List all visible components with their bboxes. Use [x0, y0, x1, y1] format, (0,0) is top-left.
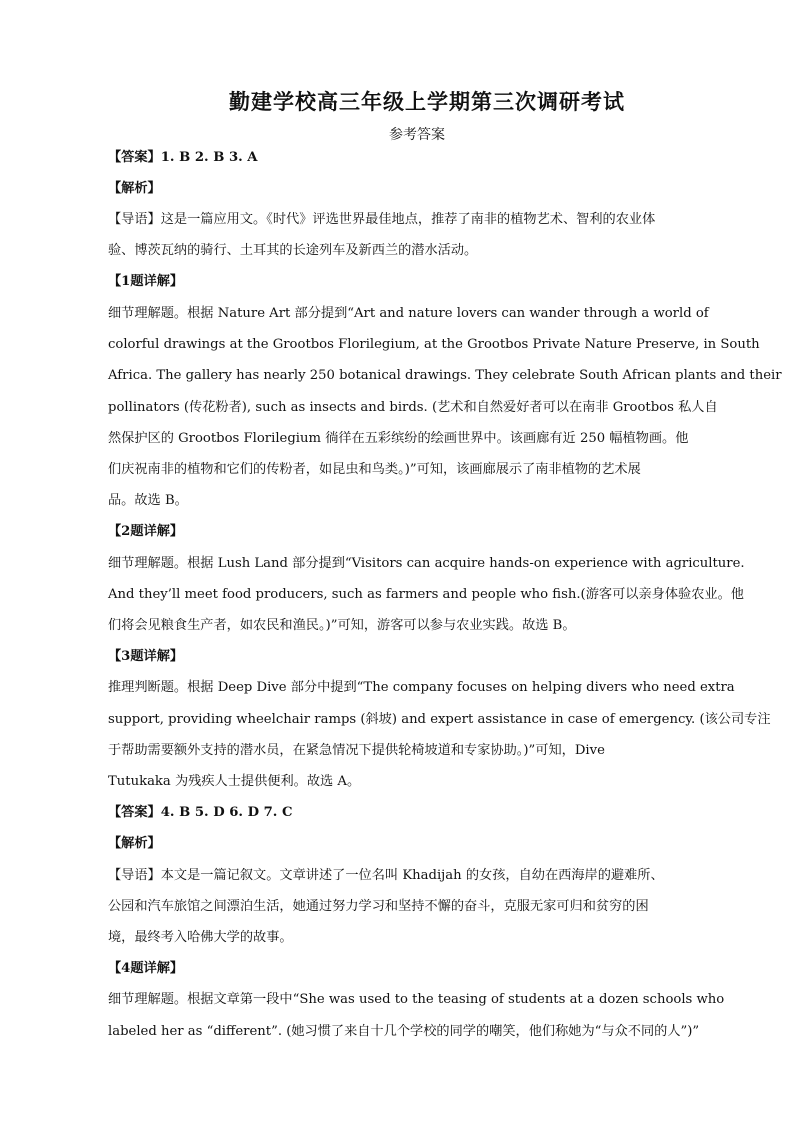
text-line: 们庆祝南非的植物和它们的传粉者，如昆虫和鸟类。)”可知，该画廊展示了南非植物的艺术展 — [108, 462, 641, 477]
text-line: colorful drawings at the Grootbos Florilegium, at the Grootbos Private Nature Preserve, in South — [108, 337, 760, 352]
question-heading-4: 【4题详解】 — [108, 961, 184, 976]
text-line: 品。故选 B。 — [108, 493, 188, 508]
text-line: And they’ll meet food producers, such as farmers and people who fish.(游客可以亲身体验农业。他 — [108, 587, 744, 602]
question-heading-3: 【3题详解】 — [108, 649, 184, 664]
text-line: 然保护区的 Grootbos Florilegium 徜徉在五彩缤纷的绘画世界中。该画廊有近 250 幅植物画。他 — [108, 431, 689, 446]
text-line: 细节理解题。根据 Lush Land 部分提到“Visitors can acquire hands-on experience with agriculture. — [108, 556, 745, 571]
text-line: 境，最终考入哈佛大学的故事。 — [108, 930, 293, 945]
intro-line: 【导语】本文是一篇记叙文。文章讲述了一位名叫 Khadijah 的女孩，自幼在西海岸的避难所、 — [108, 868, 664, 883]
text-line: Africa. The gallery has nearly 250 botanical drawings. They celebrate South African plants and their — [108, 368, 782, 383]
analysis-heading-2: 【解析】 — [108, 836, 161, 851]
question-heading-1: 【1题详解】 — [108, 274, 184, 289]
text-line: 公园和汽车旅馆之间漂泊生活，她通过努力学习和坚持不懈的奋斗，克服无家可归和贫穷的困 — [108, 899, 649, 914]
question-heading-2: 【2题详解】 — [108, 524, 184, 539]
text-line: 于帮助需要额外支持的潜水员，在紧急情况下提供轮椅坡道和专家协助。)”可知，Dive — [108, 743, 605, 758]
answer-line-1: 【答案】1. B 2. B 3. A — [108, 150, 258, 165]
page-title: 勤建学校高三年级上学期第三次调研考试 — [229, 89, 625, 114]
text-line: 细节理解题。根据文章第一段中“She was used to the teasing of students at a dozen schools who — [108, 992, 725, 1007]
text-line: support, providing wheelchair ramps (斜坡) and expert assistance in case of emergency. (该公司专注 — [108, 712, 771, 727]
text-line: Tutukaka 为残疾人士提供便利。故选 A。 — [108, 774, 361, 789]
intro-line: 【导语】这是一篇应用文。《时代》评选世界最佳地点，推荐了南非的植物艺术、智利的农业体 — [108, 212, 656, 227]
text-line: pollinators (传花粉者), such as insects and birds. (艺术和自然爱好者可以在南非 Grootbos 私人自 — [108, 400, 718, 415]
text-line: labeled her as “different”. (她习惯了来自十几个学校的同学的嘲笑，他们称她为“与众不同的人”)” — [108, 1024, 700, 1039]
analysis-heading-1: 【解析】 — [108, 181, 161, 196]
text-line: 推理判断题。根据 Deep Dive 部分中提到“The company focuses on helping divers who need extra — [108, 680, 735, 695]
page-subtitle: 参考答案 — [389, 127, 445, 143]
text-line: 验、博茨瓦纳的骑行、土耳其的长途列车及新西兰的潜水活动。 — [108, 243, 478, 258]
answer-line-2: 【答案】4. B 5. D 6. D 7. C — [108, 805, 293, 820]
text-line: 们将会见粮食生产者，如农民和渔民。)”可知，游客可以参与农业实践。故选 B。 — [108, 618, 576, 633]
text-line: 细节理解题。根据 Nature Art 部分提到“Art and nature lovers can wander through a world of — [108, 306, 709, 321]
